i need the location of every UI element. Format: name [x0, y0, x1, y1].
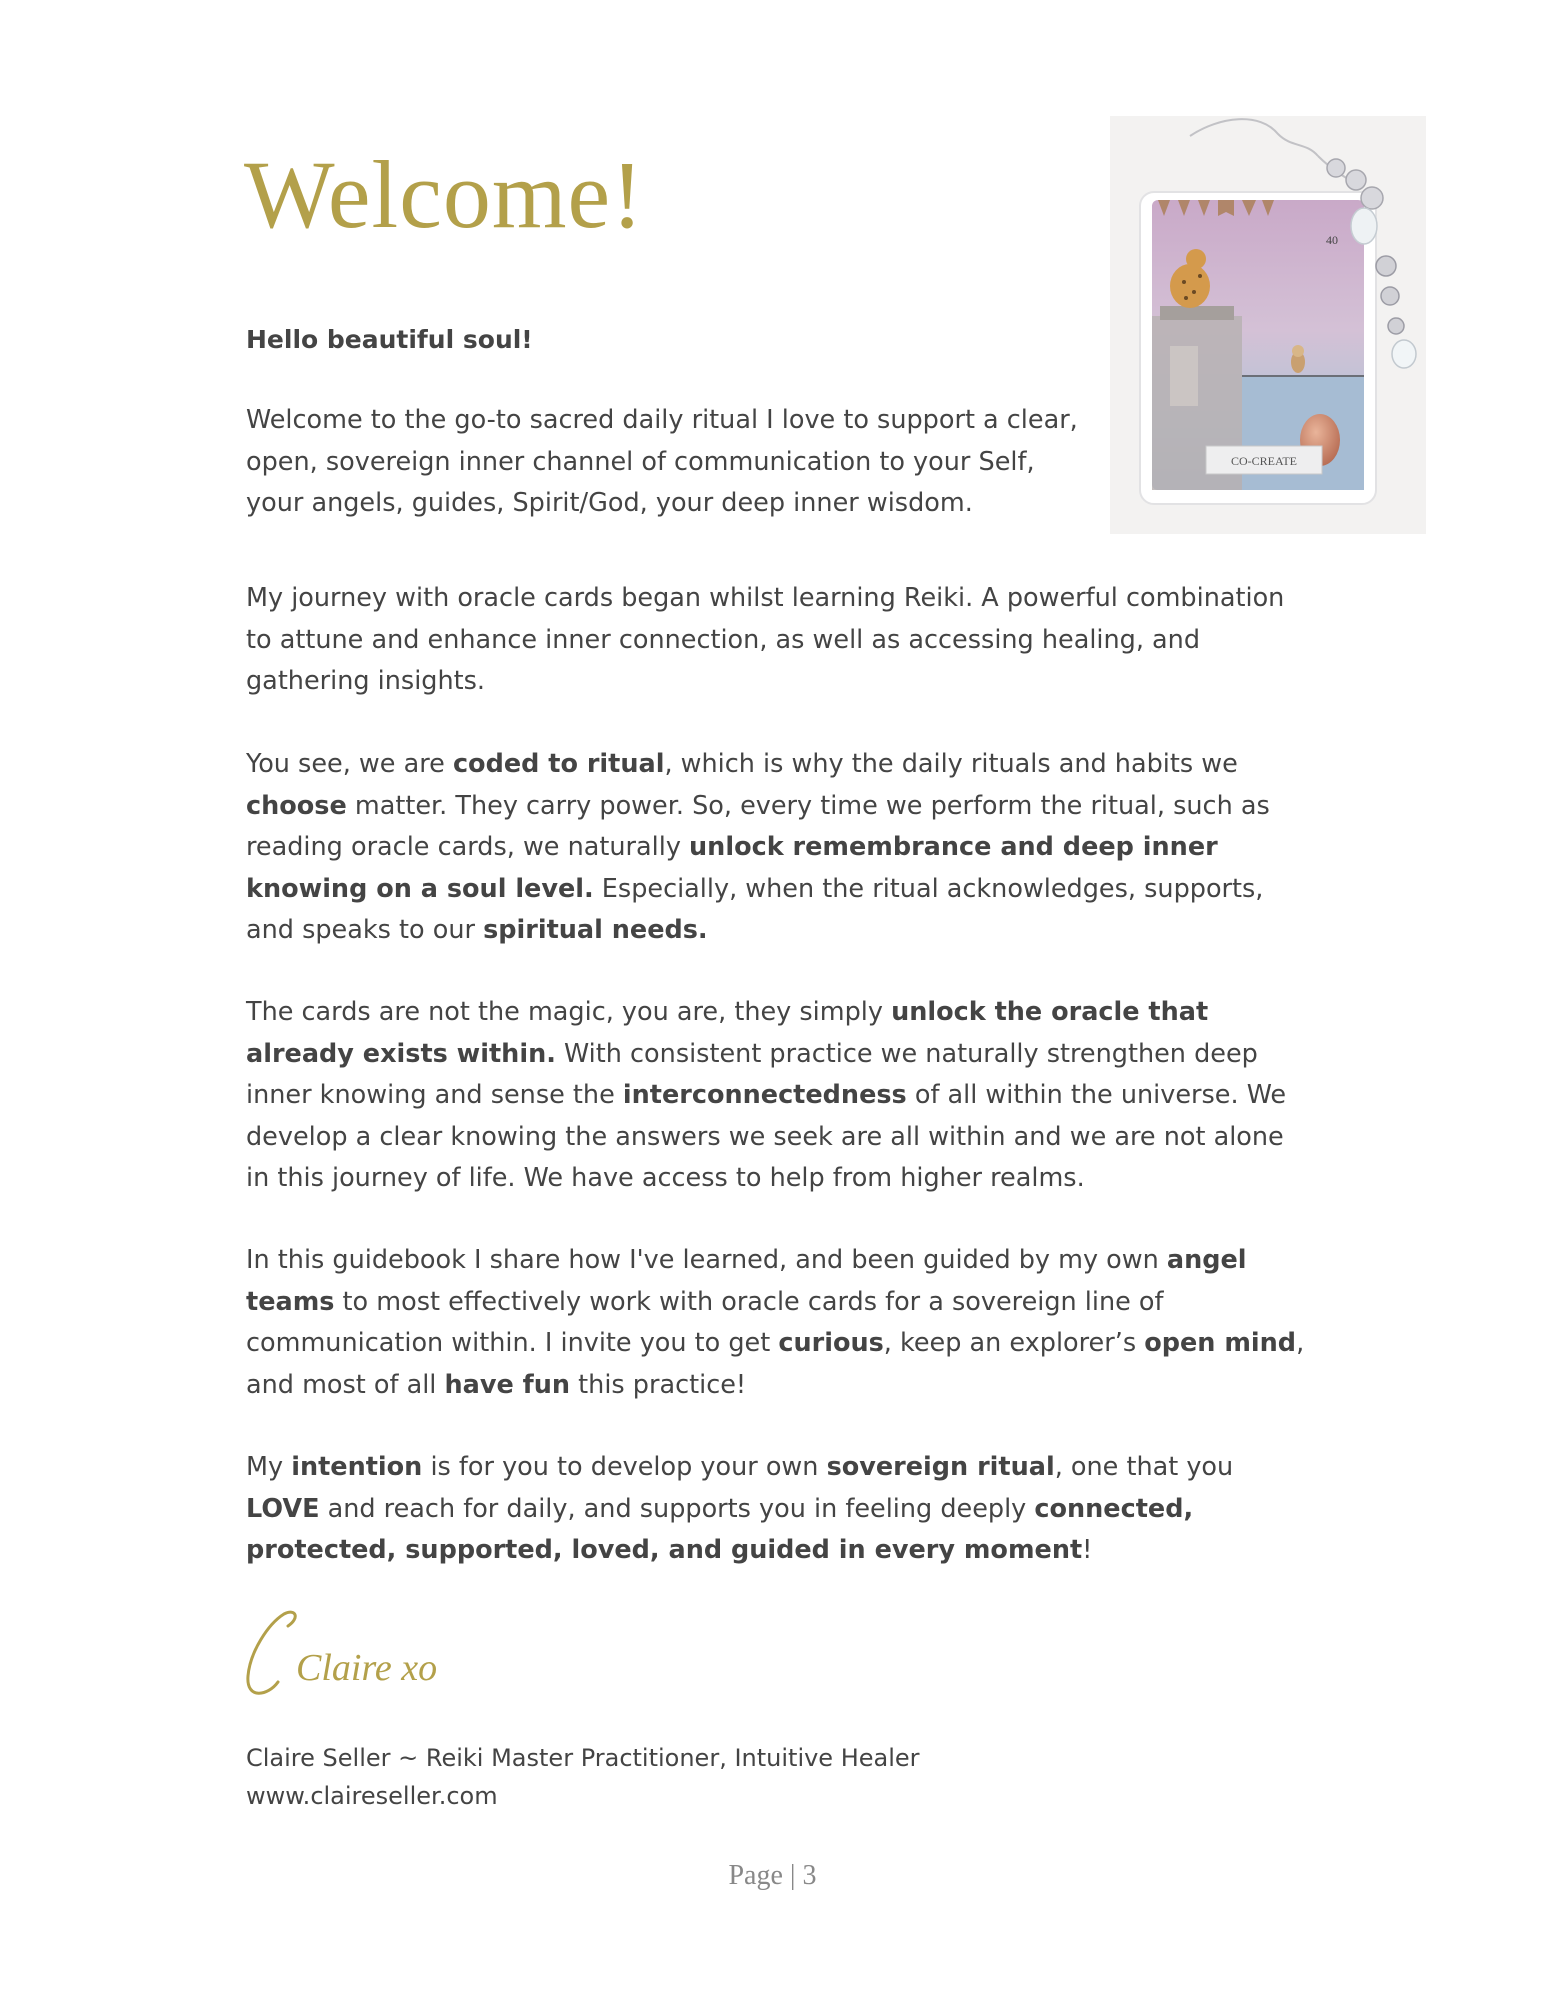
oracle-card-photo — [1110, 116, 1426, 534]
paragraph — [246, 1447, 1306, 1572]
paragraph — [246, 992, 1306, 1200]
text-run: , one that you — [1054, 1452, 1234, 1482]
bold-text: coded to ritual — [452, 749, 665, 779]
text-run: In this guidebook I share how I've learned, and been guided by my own — [246, 1245, 1167, 1275]
text-run: , keep an explorer’s — [883, 1328, 1145, 1358]
paragraph — [246, 400, 1086, 525]
bold-text: spiritual needs. — [483, 915, 708, 945]
bold-text: have fun — [444, 1369, 571, 1400]
bold-text: curious — [778, 1328, 884, 1358]
card-label: CO-CREATE — [1231, 454, 1297, 468]
text-run: , and most of all — [246, 1328, 1305, 1400]
text-run: My journey with oracle cards began whilst learning Reiki. A powerful combination to attune and enhance inner connection, as well as accessing healing, and gathering insights. — [246, 583, 1285, 696]
text-run: , which is why the daily rituals and habits we — [664, 749, 1238, 779]
page-title: Welcome! — [244, 141, 645, 248]
text-run: My — [246, 1452, 292, 1482]
author-credit: Claire Seller ~ Reiki Master Practitioner, Intuitive Healer — [246, 1744, 920, 1772]
bold-text: angel teams — [246, 1245, 1247, 1317]
text-run: ! — [1082, 1535, 1093, 1565]
bold-text: LOVE — [246, 1493, 320, 1524]
text-run: to most effectively work with oracle cards for a sovereign line of communication within. I invite you to get — [246, 1286, 1164, 1358]
text-run: Especially, when the ritual acknowledges, supports, and speaks to our — [246, 873, 1264, 945]
signature — [238, 1600, 438, 1710]
text-run: of all within the universe. We develop a clear knowing the answers we seek are all within and we are not alone in this journey of life. We have access to help from higher realms. — [246, 1080, 1287, 1193]
text-run: You see, we are — [246, 749, 453, 779]
bold-text: unlock remembrance and deep inner knowing on a soul level. — [246, 832, 1218, 904]
website-link[interactable]: www.claireseller.com — [246, 1782, 498, 1810]
card-number: 40 — [1326, 233, 1338, 247]
bold-text: choose — [246, 790, 347, 821]
bold-text: interconnectedness — [622, 1080, 907, 1110]
bold-text: unlock the oracle that already exists within. — [246, 997, 1209, 1069]
text-run: this practice! — [570, 1369, 747, 1400]
page-number: Page | 3 — [728, 1860, 817, 1891]
greeting: Hello beautiful soul! — [246, 325, 533, 354]
text-run: With consistent practice we naturally strengthen deep inner knowing and sense the — [246, 1038, 1258, 1110]
bold-text: connected, protected, supported, loved, and guided in every moment — [246, 1493, 1194, 1565]
text-run: and reach for daily, and supports you in feeling deeply — [319, 1493, 1035, 1524]
bold-text: intention — [291, 1452, 423, 1482]
text-run: matter. They carry power. So, every time we perform the ritual, such as reading oracle cards, we naturally — [246, 790, 1270, 862]
text-run: is for you to develop your own — [422, 1452, 827, 1482]
paragraph — [246, 578, 1306, 703]
text-run: The cards are not the magic, you are, they simply — [246, 997, 892, 1027]
bold-text: open mind — [1144, 1328, 1297, 1358]
text-run: Welcome to the go-to sacred daily ritual I love to support a clear, open, sovereign inner channel of communication to your Self, your angels, guides, Spirit/God, your deep inner wisdom. — [246, 405, 1078, 518]
bold-text: sovereign ritual — [826, 1452, 1055, 1482]
paragraph — [246, 1240, 1306, 1406]
signature-text: Claire xo — [296, 1647, 438, 1689]
paragraph — [246, 744, 1306, 952]
